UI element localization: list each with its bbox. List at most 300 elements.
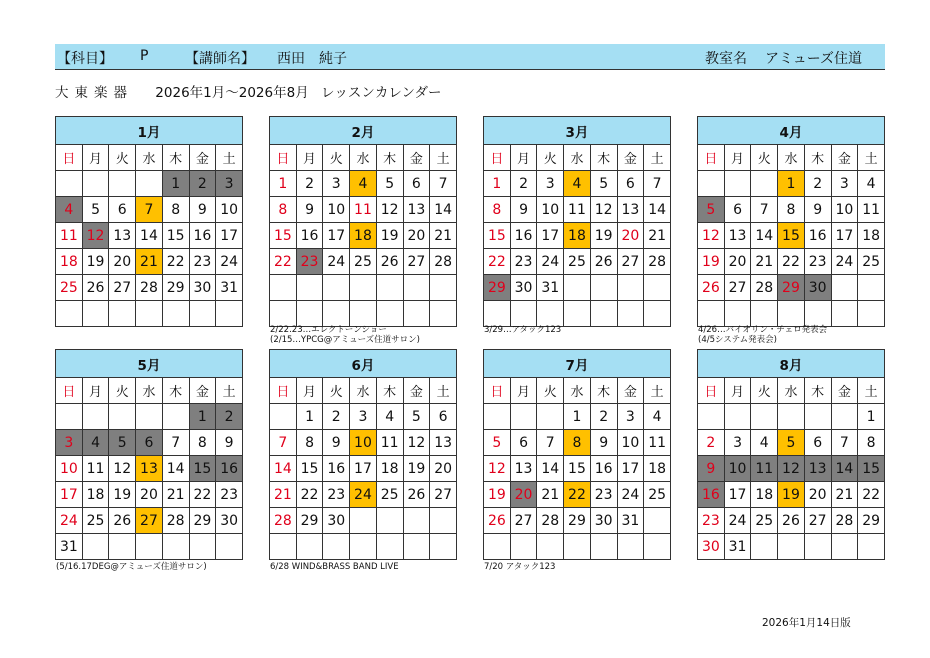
empty-cell (430, 301, 457, 327)
day-cell: 8 (484, 197, 511, 223)
weekday-label: 火 (323, 145, 350, 171)
empty-cell (296, 275, 323, 301)
day-cell: 16 (804, 223, 831, 249)
day-cell: 22 (162, 249, 189, 275)
day-cell: 17 (56, 482, 83, 508)
day-cell: 9 (189, 197, 216, 223)
weekday-label: 木 (376, 145, 403, 171)
empty-cell (350, 508, 377, 534)
empty-cell (109, 171, 136, 197)
empty-cell (751, 534, 778, 560)
month-calendar (55, 116, 243, 327)
empty-cell (162, 404, 189, 430)
note-line: (5/16.17DEG@アミューズ住道サロン) (56, 562, 207, 572)
day-cell: 24 (350, 482, 377, 508)
day-cell: 25 (858, 249, 885, 275)
day-cell: 25 (56, 275, 83, 301)
day-cell: 29 (484, 275, 511, 301)
day-cell: 28 (751, 275, 778, 301)
room-value: アミューズ住道 (765, 51, 863, 67)
day-cell: 13 (430, 430, 457, 456)
day-cell: 30 (590, 508, 617, 534)
day-cell: 24 (216, 249, 243, 275)
day-cell: 1 (778, 171, 805, 197)
empty-cell (350, 534, 377, 560)
day-cell: 20 (804, 482, 831, 508)
day-cell: 20 (136, 482, 163, 508)
day-cell: 13 (804, 456, 831, 482)
weekday-label: 土 (430, 378, 457, 404)
weekday-label: 水 (778, 378, 805, 404)
weekday-label: 月 (296, 145, 323, 171)
day-cell: 21 (430, 223, 457, 249)
empty-cell (376, 301, 403, 327)
weekday-label: 木 (804, 378, 831, 404)
day-cell: 10 (617, 430, 644, 456)
day-cell: 7 (136, 197, 163, 223)
day-cell: 18 (858, 223, 885, 249)
empty-cell (270, 275, 297, 301)
day-cell: 3 (323, 171, 350, 197)
day-cell: 20 (617, 223, 644, 249)
day-cell: 23 (296, 249, 323, 275)
day-cell: 12 (376, 197, 403, 223)
day-cell: 21 (751, 249, 778, 275)
empty-cell (403, 508, 430, 534)
day-cell: 10 (350, 430, 377, 456)
weekday-label: 木 (590, 145, 617, 171)
weekday-label: 水 (564, 378, 591, 404)
day-cell: 15 (858, 456, 885, 482)
weekday-label: 火 (751, 378, 778, 404)
day-cell: 11 (858, 197, 885, 223)
day-cell: 28 (644, 249, 671, 275)
day-cell: 20 (403, 223, 430, 249)
day-cell: 4 (751, 430, 778, 456)
day-cell: 16 (698, 482, 725, 508)
day-cell: 1 (162, 171, 189, 197)
note-line: 2/22.23…エレクトーンショー (270, 325, 387, 335)
weekday-label: 月 (82, 378, 109, 404)
day-cell: 5 (590, 171, 617, 197)
day-cell: 10 (216, 197, 243, 223)
day-cell: 17 (724, 482, 751, 508)
day-cell: 17 (323, 223, 350, 249)
day-cell: 28 (831, 508, 858, 534)
day-cell: 14 (537, 456, 564, 482)
month-title: 3月 (484, 117, 671, 145)
day-cell: 31 (724, 534, 751, 560)
note-line: 3/29…アタック123 (484, 325, 562, 335)
month-title: 6月 (270, 350, 457, 378)
day-cell: 5 (82, 197, 109, 223)
empty-cell (216, 301, 243, 327)
day-cell: 26 (484, 508, 511, 534)
day-cell: 9 (296, 197, 323, 223)
weekday-label: 火 (109, 378, 136, 404)
day-cell: 6 (109, 197, 136, 223)
day-cell: 2 (510, 171, 537, 197)
empty-cell (376, 534, 403, 560)
day-cell: 8 (564, 430, 591, 456)
day-cell: 8 (162, 197, 189, 223)
empty-cell (510, 534, 537, 560)
day-cell: 6 (510, 430, 537, 456)
day-cell: 23 (510, 249, 537, 275)
subject-value: P (140, 48, 149, 64)
day-cell: 15 (162, 223, 189, 249)
day-cell: 18 (564, 223, 591, 249)
day-cell: 14 (430, 197, 457, 223)
day-cell: 4 (350, 171, 377, 197)
day-cell: 29 (296, 508, 323, 534)
weekday-label: 日 (56, 145, 83, 171)
day-cell: 14 (136, 223, 163, 249)
day-cell: 11 (56, 223, 83, 249)
weekday-label: 水 (136, 378, 163, 404)
day-cell: 12 (590, 197, 617, 223)
day-cell: 9 (323, 430, 350, 456)
note-line: 7/20 アタック123 (484, 562, 556, 572)
day-cell: 29 (162, 275, 189, 301)
day-cell: 26 (778, 508, 805, 534)
day-cell: 7 (537, 430, 564, 456)
day-cell: 28 (270, 508, 297, 534)
date-range: 2026年1月～2026年8月 (155, 85, 309, 101)
day-cell: 21 (831, 482, 858, 508)
month-title: 4月 (698, 117, 885, 145)
empty-cell (82, 404, 109, 430)
empty-cell (403, 275, 430, 301)
day-cell: 29 (778, 275, 805, 301)
day-cell: 13 (724, 223, 751, 249)
day-cell: 24 (617, 482, 644, 508)
title-suffix: レッスンカレンダー (321, 85, 442, 101)
day-cell: 5 (484, 430, 511, 456)
empty-cell (484, 534, 511, 560)
day-cell: 24 (323, 249, 350, 275)
day-cell: 7 (751, 197, 778, 223)
month-note (270, 562, 399, 572)
day-cell: 12 (403, 430, 430, 456)
empty-cell (430, 275, 457, 301)
month-note (56, 562, 207, 572)
day-cell: 27 (430, 482, 457, 508)
month-note (484, 562, 555, 572)
empty-cell (778, 301, 805, 327)
empty-cell (831, 301, 858, 327)
day-cell: 1 (296, 404, 323, 430)
day-cell: 6 (403, 171, 430, 197)
day-cell: 16 (216, 456, 243, 482)
day-cell: 2 (804, 171, 831, 197)
day-cell: 12 (109, 456, 136, 482)
weekday-label: 水 (136, 145, 163, 171)
day-cell: 24 (537, 249, 564, 275)
empty-cell (136, 404, 163, 430)
day-cell: 12 (82, 223, 109, 249)
weekday-label: 日 (698, 378, 725, 404)
day-cell: 27 (109, 275, 136, 301)
day-cell: 23 (804, 249, 831, 275)
day-cell: 13 (510, 456, 537, 482)
day-cell: 30 (189, 275, 216, 301)
day-cell: 12 (698, 223, 725, 249)
day-cell: 18 (376, 456, 403, 482)
day-cell: 22 (296, 482, 323, 508)
empty-cell (590, 275, 617, 301)
weekday-label: 水 (564, 145, 591, 171)
day-cell: 19 (778, 482, 805, 508)
day-cell: 17 (537, 223, 564, 249)
month-calendar (55, 349, 243, 560)
empty-cell (189, 534, 216, 560)
day-cell: 13 (403, 197, 430, 223)
day-cell: 2 (698, 430, 725, 456)
day-cell: 30 (323, 508, 350, 534)
day-cell: 23 (698, 508, 725, 534)
empty-cell (804, 404, 831, 430)
day-cell: 2 (590, 404, 617, 430)
day-cell: 26 (109, 508, 136, 534)
empty-cell (162, 534, 189, 560)
empty-cell (724, 171, 751, 197)
empty-cell (296, 301, 323, 327)
day-cell: 21 (162, 482, 189, 508)
empty-cell (804, 534, 831, 560)
day-cell: 17 (216, 223, 243, 249)
day-cell: 29 (564, 508, 591, 534)
day-cell: 28 (537, 508, 564, 534)
day-cell: 11 (82, 456, 109, 482)
weekday-label: 日 (270, 378, 297, 404)
day-cell: 11 (350, 197, 377, 223)
empty-cell (537, 301, 564, 327)
day-cell: 16 (323, 456, 350, 482)
weekday-label: 土 (430, 145, 457, 171)
day-cell: 26 (82, 275, 109, 301)
weekday-label: 木 (590, 378, 617, 404)
weekday-label: 金 (189, 378, 216, 404)
month-calendar (697, 116, 885, 327)
empty-cell (323, 301, 350, 327)
weekday-label: 土 (216, 145, 243, 171)
note-line: (4/5システム発表会) (698, 335, 777, 345)
day-cell: 23 (216, 482, 243, 508)
empty-cell (564, 534, 591, 560)
day-cell: 18 (350, 223, 377, 249)
empty-cell (189, 301, 216, 327)
empty-cell (350, 275, 377, 301)
day-cell: 25 (644, 482, 671, 508)
day-cell: 22 (270, 249, 297, 275)
day-cell: 24 (831, 249, 858, 275)
day-cell: 5 (109, 430, 136, 456)
weekday-label: 金 (403, 378, 430, 404)
weekday-label: 月 (724, 145, 751, 171)
day-cell: 27 (510, 508, 537, 534)
day-cell: 9 (510, 197, 537, 223)
day-cell: 2 (216, 404, 243, 430)
weekday-label: 木 (376, 378, 403, 404)
empty-cell (858, 301, 885, 327)
day-cell: 6 (430, 404, 457, 430)
day-cell: 3 (350, 404, 377, 430)
empty-cell (136, 171, 163, 197)
day-cell: 27 (136, 508, 163, 534)
day-cell: 22 (189, 482, 216, 508)
day-cell: 2 (189, 171, 216, 197)
day-cell: 29 (858, 508, 885, 534)
weekday-label: 金 (831, 378, 858, 404)
weekday-label: 金 (403, 145, 430, 171)
day-cell: 26 (376, 249, 403, 275)
day-cell: 14 (270, 456, 297, 482)
empty-cell (82, 171, 109, 197)
weekday-label: 月 (510, 378, 537, 404)
day-cell: 6 (804, 430, 831, 456)
day-cell: 20 (430, 456, 457, 482)
teacher-value: 西田 純子 (277, 51, 347, 67)
empty-cell (644, 301, 671, 327)
day-cell: 14 (831, 456, 858, 482)
weekday-label: 金 (617, 378, 644, 404)
weekday-label: 木 (162, 145, 189, 171)
day-cell: 20 (510, 482, 537, 508)
day-cell: 31 (617, 508, 644, 534)
empty-cell (831, 404, 858, 430)
day-cell: 10 (323, 197, 350, 223)
teacher-label: 【講師名】 (185, 51, 255, 67)
empty-cell (724, 404, 751, 430)
day-cell: 15 (778, 223, 805, 249)
month-note (698, 325, 827, 345)
day-cell: 15 (189, 456, 216, 482)
weekday-label: 日 (698, 145, 725, 171)
day-cell: 12 (778, 456, 805, 482)
header-bar (55, 44, 885, 70)
day-cell: 28 (136, 275, 163, 301)
weekday-label: 火 (323, 378, 350, 404)
day-cell: 28 (162, 508, 189, 534)
day-cell: 22 (484, 249, 511, 275)
weekday-label: 水 (778, 145, 805, 171)
day-cell: 23 (323, 482, 350, 508)
day-cell: 21 (537, 482, 564, 508)
month-calendar (483, 349, 671, 560)
version-stamp: 2026年1月14日版 (762, 617, 851, 629)
empty-cell (590, 534, 617, 560)
weekday-label: 月 (724, 378, 751, 404)
empty-cell (617, 534, 644, 560)
school-name: 大東楽器 (55, 85, 133, 101)
empty-cell (644, 534, 671, 560)
day-cell: 7 (831, 430, 858, 456)
day-cell: 4 (858, 171, 885, 197)
empty-cell (56, 301, 83, 327)
empty-cell (751, 404, 778, 430)
day-cell: 29 (189, 508, 216, 534)
day-cell: 19 (109, 482, 136, 508)
day-cell: 2 (296, 171, 323, 197)
day-cell: 27 (617, 249, 644, 275)
empty-cell (510, 301, 537, 327)
empty-cell (804, 301, 831, 327)
weekday-label: 火 (537, 145, 564, 171)
day-cell: 21 (644, 223, 671, 249)
weekday-label: 土 (644, 378, 671, 404)
day-cell: 27 (804, 508, 831, 534)
day-cell: 7 (162, 430, 189, 456)
empty-cell (724, 301, 751, 327)
empty-cell (162, 301, 189, 327)
empty-cell (617, 275, 644, 301)
calendar-title (55, 81, 755, 101)
day-cell: 1 (858, 404, 885, 430)
day-cell: 13 (109, 223, 136, 249)
empty-cell (564, 275, 591, 301)
day-cell: 5 (376, 171, 403, 197)
day-cell: 25 (82, 508, 109, 534)
day-cell: 22 (564, 482, 591, 508)
day-cell: 9 (698, 456, 725, 482)
weekday-label: 金 (617, 145, 644, 171)
empty-cell (376, 275, 403, 301)
day-cell: 5 (698, 197, 725, 223)
day-cell: 17 (617, 456, 644, 482)
day-cell: 30 (804, 275, 831, 301)
note-line: 4/26…バイオリン・チェロ発表会 (698, 325, 828, 335)
empty-cell (698, 301, 725, 327)
empty-cell (778, 404, 805, 430)
empty-cell (644, 275, 671, 301)
day-cell: 4 (564, 171, 591, 197)
day-cell: 10 (831, 197, 858, 223)
empty-cell (590, 301, 617, 327)
day-cell: 2 (323, 404, 350, 430)
weekday-label: 水 (350, 378, 377, 404)
note-line: 6/28 WIND&BRASS BAND LIVE (270, 562, 399, 572)
empty-cell (831, 275, 858, 301)
room-label: 教室名 (705, 51, 747, 67)
weekday-label: 金 (831, 145, 858, 171)
day-cell: 4 (56, 197, 83, 223)
empty-cell (858, 534, 885, 560)
weekday-label: 木 (162, 378, 189, 404)
day-cell: 27 (724, 275, 751, 301)
weekday-label: 日 (270, 145, 297, 171)
day-cell: 31 (56, 534, 83, 560)
day-cell: 30 (698, 534, 725, 560)
day-cell: 14 (644, 197, 671, 223)
empty-cell (564, 301, 591, 327)
day-cell: 15 (564, 456, 591, 482)
weekday-label: 日 (484, 378, 511, 404)
day-cell: 19 (590, 223, 617, 249)
day-cell: 6 (617, 171, 644, 197)
day-cell: 24 (724, 508, 751, 534)
empty-cell (216, 534, 243, 560)
month-calendar (269, 349, 457, 560)
weekday-label: 土 (644, 145, 671, 171)
day-cell: 8 (189, 430, 216, 456)
day-cell: 11 (376, 430, 403, 456)
day-cell: 25 (564, 249, 591, 275)
empty-cell (510, 404, 537, 430)
weekday-label: 木 (804, 145, 831, 171)
empty-cell (56, 404, 83, 430)
day-cell: 6 (136, 430, 163, 456)
